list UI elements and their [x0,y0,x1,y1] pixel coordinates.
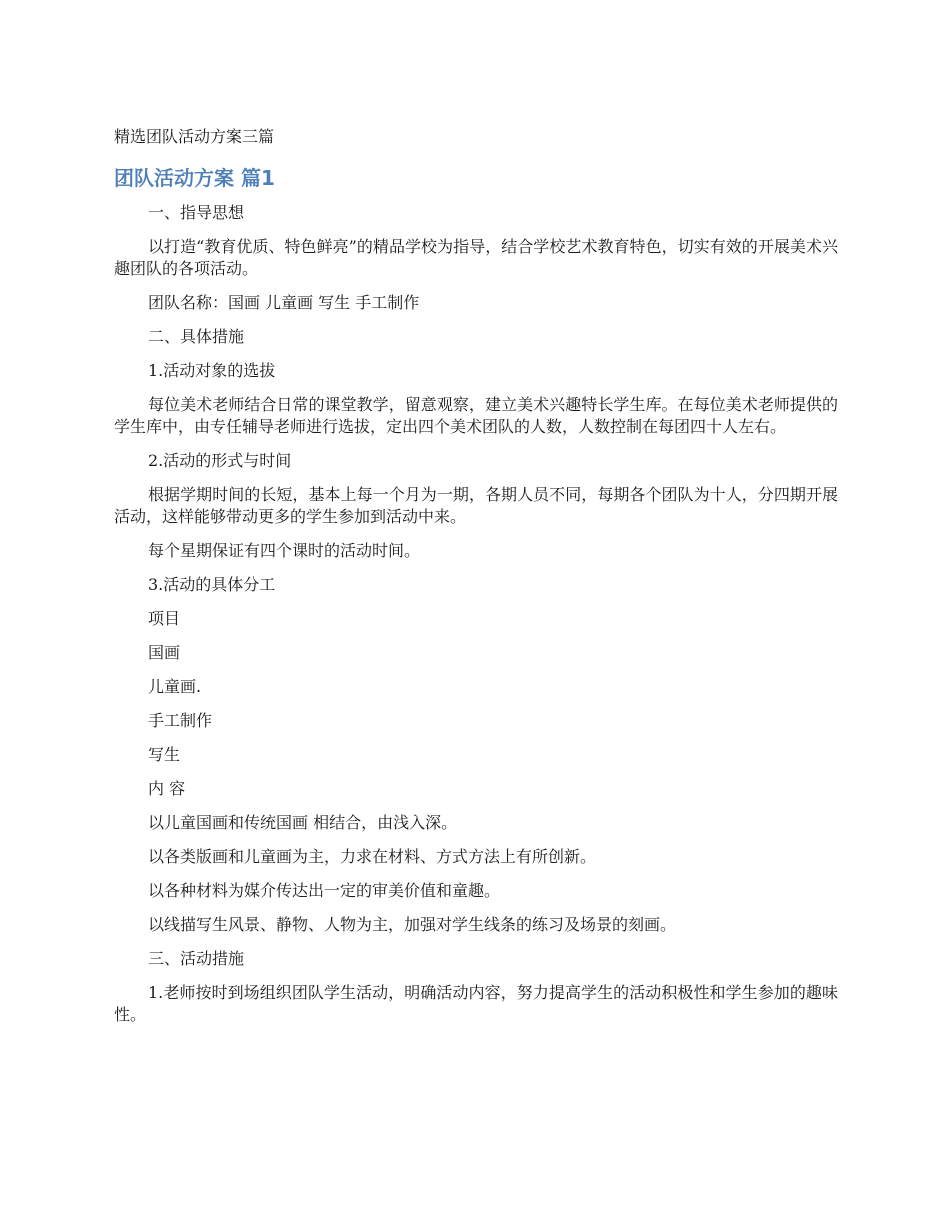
list-item: 以各类版画和儿童画为主，力求在材料、方式方法上有所创新。 [148,847,597,866]
list-item: 儿童画. [148,677,202,696]
list-item: 以儿童国画和传统国画 相结合，由浅入深。 [148,813,458,832]
list-item: 写生 [148,745,181,764]
list-item: 以线描写生风景、静物、人物为主，加强对学生线条的练习及场景的刻画。 [148,915,677,934]
list-item: 项目 [148,609,181,628]
list-item: 国画 [148,643,181,662]
document-title: 精选团队活动方案三篇 [114,127,275,146]
subheading-form-time: 2.活动的形式与时间 [148,451,292,470]
heading-activity-measures: 三、活动措施 [148,949,245,968]
subheading-division: 3.活动的具体分工 [148,575,276,594]
heading-specific-measures: 二、具体措施 [148,327,245,346]
paragraph-form-time: 根据学期时间的长短，基本上每一个月为一期，各期人员不同，每期各个团队为十人，分四期开展活动，这样能够带动更多的学生参加到活动中来。 [114,485,838,526]
document-body [114,202,838,1038]
section-heading: 团队活动方案 篇1 [114,166,275,190]
paragraph-guiding-ideology: 以打造“教育优质、特色鲜亮”的精品学校为指导，结合学校艺术教育特色，切实有效的开展美术兴趣团队的各项活动。 [114,237,838,278]
paragraph-weekly-hours: 每个星期保证有四个课时的活动时间。 [148,541,421,560]
list-item: 内 容 [148,779,186,798]
paragraph-selection: 每位美术老师结合日常的课堂教学，留意观察，建立美术兴趣特长学生库。在每位美术老师提供的学生库中，由专任辅导老师进行选拔，定出四个美术团队的人数，人数控制在每团四十人左右。 [114,395,838,436]
list-item: 手工制作 [148,711,213,730]
heading-guiding-ideology: 一、指导思想 [148,203,245,222]
subheading-selection: 1.活动对象的选拔 [148,361,276,380]
paragraph-activity-measure-1: 1.老师按时到场组织团队学生活动，明确活动内容，努力提高学生的活动积极性和学生参加的趣味性。 [114,983,838,1024]
list-item: 以各种材料为媒介传达出一定的审美价值和童趣。 [148,881,501,900]
paragraph-team-names: 团队名称：国画 儿童画 写生 手工制作 [148,293,420,312]
